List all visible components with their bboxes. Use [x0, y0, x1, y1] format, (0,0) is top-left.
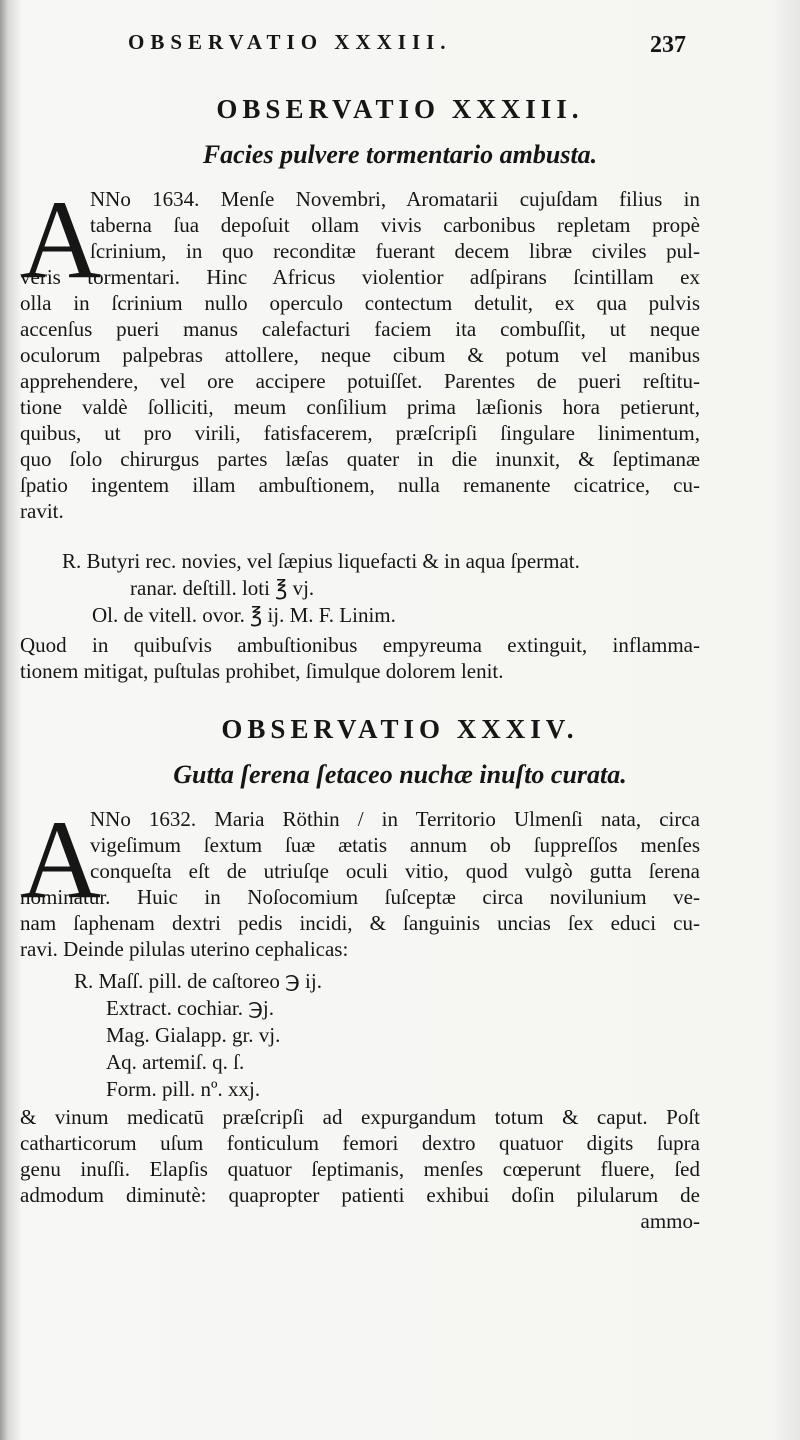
recipe-line: Aq. artemiſ. q. ſ. [106, 1050, 245, 1074]
obs33-body [20, 178, 700, 524]
obs34-dropcap: A [20, 798, 101, 922]
obs33-line: accenſus pueri manus calefacturi faciem ita combuſſit, ut neque [20, 317, 700, 341]
running-head [128, 30, 778, 66]
obs34-line: nominatur. Huic in Noſocomium ſuſceptæ circa novilunium ve- [20, 885, 700, 909]
obs33-subtitle: Facies pulvere tormentario ambusta. [202, 140, 598, 169]
obs34-line: vigeſimum ſextum ſuæ ætatis annum ob ſuppreſſos menſes [90, 833, 700, 857]
obs33-line: quibus, ut pro virili, fatisfacerem, præſcripſi ſingulare linimentum, [20, 421, 700, 445]
obs34-line: ravi. Deinde pilulas uterino cephalicas: [20, 937, 349, 961]
obs33-line: oculorum palpebras attollere, neque cibum & potum vel manibus [20, 343, 700, 367]
obs33-line: taberna ſua depoſuit ollam vivis carbonibus repletam propè [90, 213, 700, 237]
obs33-dropcap: A [20, 178, 101, 302]
obs33-heading: OBSERVATIO XXXIII. [216, 94, 584, 124]
obs34-heading: OBSERVATIO XXXIV. [221, 714, 579, 744]
closing-line: catharticorum uſum fonticulum femori dextro quatuor digits ſupra [20, 1131, 700, 1155]
obs34-closing [20, 1104, 700, 1234]
obs34-body [20, 798, 700, 962]
obs34-subtitle: Gutta ſerena ſetaceo nuchæ inuſto curata. [173, 760, 627, 789]
obs33-line: tione valdè ſolliciti, meum conſilium prima læſionis hora petierunt, [20, 395, 700, 419]
catchword: ammo- [640, 1209, 700, 1233]
closing-line: Quod in quibuſvis ambuſtionibus empyreuma extinguit, inflamma- [20, 633, 700, 657]
recipe-line: Ol. de vitell. ovor. ℥ ij. M. F. Linim. [92, 603, 396, 627]
obs33-line: ſcrinium, in quo reconditæ fuerant decem libræ civiles pul- [90, 239, 700, 263]
obs33-recipe [20, 548, 720, 629]
running-head-title: OBSERVATIO XXXIII. [128, 30, 452, 54]
page-number: 237 [650, 32, 686, 58]
recipe-line: R. Butyri rec. novies, vel ſæpius liquefacti & in aqua ſpermat. [62, 549, 580, 573]
obs33-closing [20, 632, 700, 684]
obs34-line: NNo 1632. Maria Röthin / in Territorio Ulmenſi nata, circa [90, 807, 700, 831]
obs33-line: NNo 1634. Menſe Novembri, Aromatarii cujuſdam filius in [90, 187, 700, 211]
obs34-line: conqueſta eſt de utriuſqe oculi vitio, quod vulgò gutta ſerena [90, 859, 700, 883]
obs33-line: olla in ſcrinium nullo operculo contectum detulit, ex qua pulvis [20, 291, 700, 315]
obs33-line: ſpatio ingentem illam ambuſtionem, nulla remanente cicatrice, cu- [20, 473, 700, 497]
obs33-line: apprehendere, vel ore accipere potuiſſet. Parentes de pueri reſtitu- [20, 369, 700, 393]
recipe-line: Extract. cochiar. ℈j. [106, 996, 275, 1020]
closing-line: tionem mitigat, puſtulas prohibet, ſimulque dolorem lenit. [20, 659, 504, 683]
obs34-recipe [20, 968, 720, 1103]
obs33-line: quo ſolo chirurgus partes læſas quater in die inunxit, & ſeptimanæ [20, 447, 700, 471]
obs33-line: veris tormentari. Hinc Africus violentior adſpirans ſcintillam ex [20, 265, 700, 289]
closing-line: genu inuſſi. Elapſis quatuor ſeptimanis, menſes cœperunt fluere, ſed [20, 1157, 700, 1181]
recipe-line: R. Maſſ. pill. de caſtoreo ℈ ij. [74, 969, 322, 993]
obs34-line: nam ſaphenam dextri pedis incidi, & ſanguinis uncias ſex educi cu- [20, 911, 700, 935]
recipe-line: ranar. deſtill. loti ℥ vj. [130, 576, 315, 600]
recipe-line: Form. pill. nº. xxj. [106, 1077, 261, 1101]
closing-line: & vinum medicatū præſcripſi ad expurgandum totum & caput. Poſt [20, 1105, 700, 1129]
closing-line: admodum diminutè: quapropter patienti exhibui doſin pilularum de [20, 1183, 700, 1207]
recipe-line: Mag. Gialapp. gr. vj. [106, 1023, 281, 1047]
obs33-line: ravit. [20, 499, 64, 523]
